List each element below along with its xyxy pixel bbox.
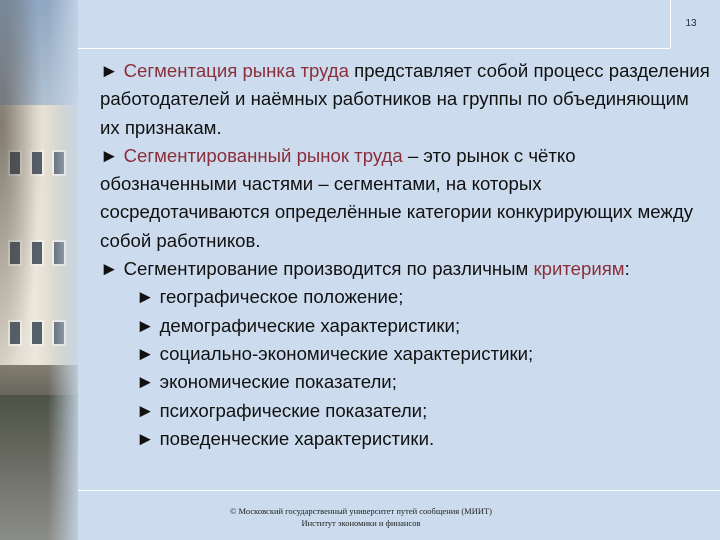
footer-copyright: © Московский государственный университет путей сообщения (МИИТ) xyxy=(229,506,493,516)
bullet-paragraph xyxy=(100,57,712,142)
criteria-label: социально-экономические характеристики; xyxy=(159,342,534,364)
footer-divider xyxy=(78,490,720,491)
number-divider xyxy=(670,0,671,48)
slide-content xyxy=(100,57,712,453)
criteria-item xyxy=(100,425,712,453)
building-photo xyxy=(0,0,78,540)
bullet-text: представляет собой процесс разделения работодателей и наёмных работников на группы по объединяющим их признакам. xyxy=(100,60,710,138)
bullet-arrow-icon: ► xyxy=(136,342,155,364)
bullet-arrow-icon: ► xyxy=(100,60,119,81)
tree-shadow xyxy=(0,0,50,420)
slide-number: 13 xyxy=(685,18,697,29)
criteria-label: демографические характеристики; xyxy=(159,314,461,336)
term-highlight: Сегментация рынка труда xyxy=(123,60,349,81)
criteria-item xyxy=(100,312,712,340)
bullet-suffix: : xyxy=(624,258,630,280)
criteria-label: географическое положение; xyxy=(159,286,404,308)
bullet-text: – это рынок с чётко обозначенными частями – сегментами, на которых сосредотачиваются определённые категории конкурирующих между собой работников. xyxy=(100,144,694,251)
footer-institute: Институт экономики и финансов xyxy=(301,518,421,528)
bullet-arrow-icon: ► xyxy=(100,258,119,280)
bullet-arrow-icon: ► xyxy=(136,399,155,421)
bullet-arrow-icon: ► xyxy=(100,144,119,166)
bullet-arrow-icon: ► xyxy=(136,427,155,449)
criteria-item xyxy=(100,368,712,396)
bullet-text: Сегментирование производится по различным xyxy=(123,258,529,280)
slide-panel xyxy=(78,0,720,540)
bullet-paragraph xyxy=(100,142,712,255)
criteria-item xyxy=(100,283,712,311)
photo-fade xyxy=(48,0,78,540)
criteria-label: экономические показатели; xyxy=(159,371,397,393)
header-divider xyxy=(78,48,670,49)
bullet-arrow-icon: ► xyxy=(136,371,155,393)
criteria-label: психографические показатели; xyxy=(159,399,428,421)
term-highlight: критериям xyxy=(533,258,625,280)
criteria-list xyxy=(100,283,712,453)
term-highlight: Сегментированный рынок труда xyxy=(123,144,403,166)
bullet-arrow-icon: ► xyxy=(136,286,155,308)
bullet-arrow-icon: ► xyxy=(136,314,155,336)
criteria-label: поведенческие характеристики. xyxy=(159,427,435,449)
bullet-paragraph xyxy=(100,255,712,283)
footer xyxy=(78,505,644,529)
criteria-item xyxy=(100,340,712,368)
criteria-item xyxy=(100,397,712,425)
